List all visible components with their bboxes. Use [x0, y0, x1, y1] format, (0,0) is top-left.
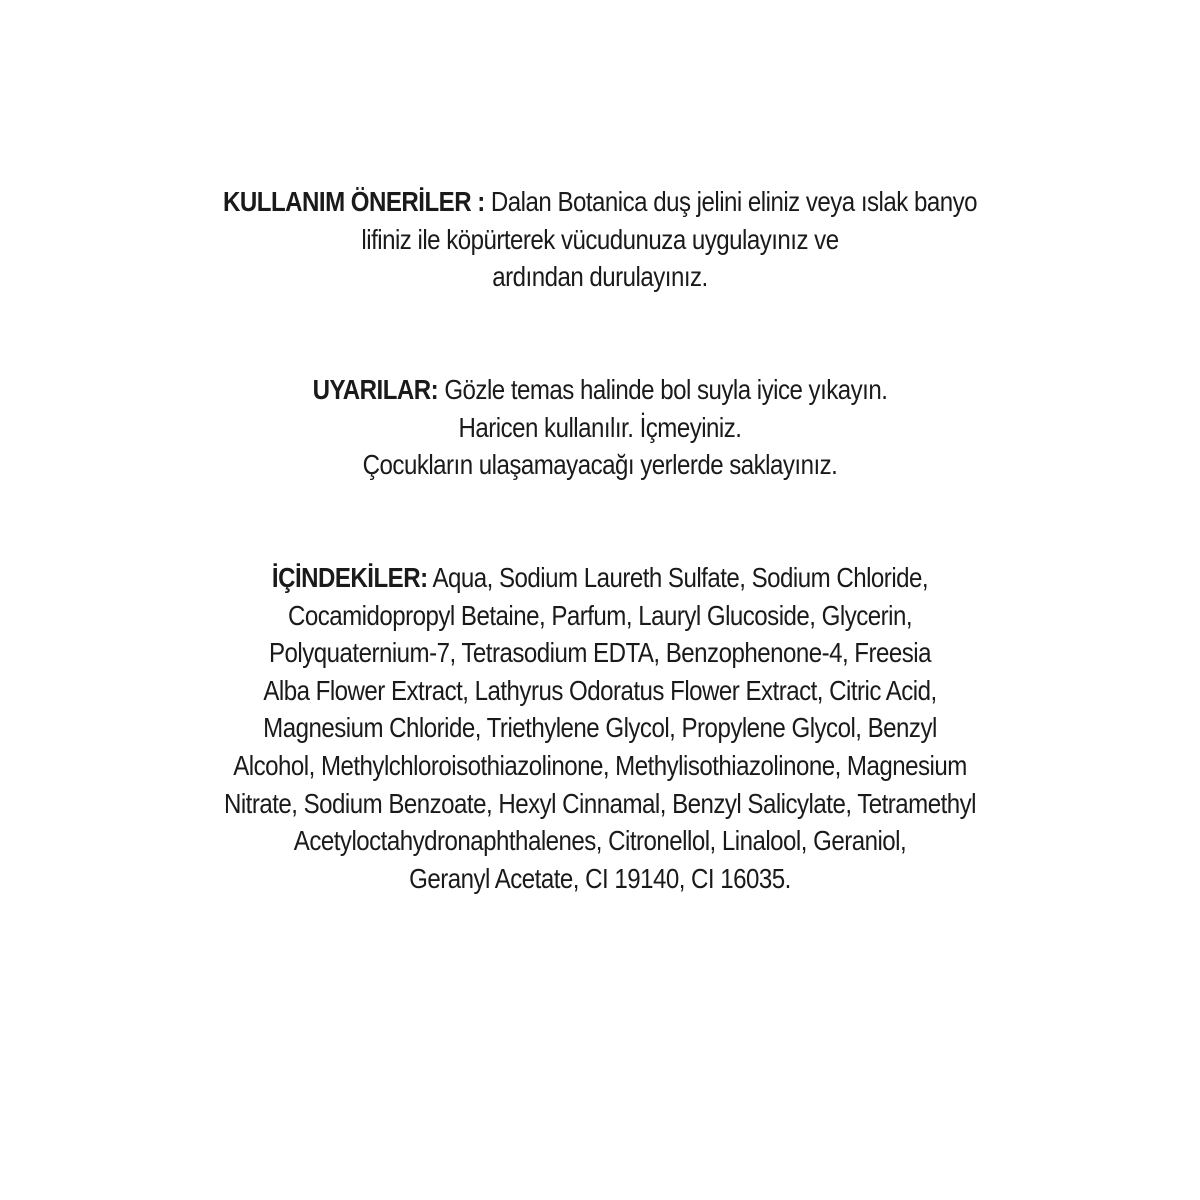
warnings-text: Gözle temas halinde bol suyla iyice yıkayın. [438, 374, 888, 405]
usage-line: ardından durulayınız. [492, 261, 708, 293]
ingredients-line: Geranyl Acetate, CI 19140, CI 16035. [409, 862, 791, 894]
ingredients-line: Acetyloctahydronaphthalenes, Citronellol, Linalool, Geraniol, [293, 825, 907, 857]
ingredients-line: Alcohol, Methylchloroisothiazolinone, Methylisothiazolinone, Magnesium [233, 749, 967, 781]
ingredients-section [0, 559, 1200, 897]
ingredients-line: Cocamidopropyl Betaine, Parfum, Lauryl Glucoside, Glycerin, [287, 599, 913, 631]
usage-label: KULLANIM ÖNERİLER : [223, 186, 485, 217]
warnings-line: Çocukların ulaşamayacağı yerlerde saklayınız. [362, 449, 838, 481]
warnings-line [84, 371, 1116, 409]
warnings-section [0, 371, 1200, 484]
usage-recommendations-section [0, 183, 1200, 296]
ingredients-line: Nitrate, Sodium Benzoate, Hexyl Cinnamal, Benzyl Salicylate, Tetramethyl [223, 787, 977, 819]
warnings-line: Haricen kullanılır. İçmeyiniz. [458, 411, 742, 443]
ingredients-line [84, 559, 1116, 597]
ingredients-line: Alba Flower Extract, Lathyrus Odoratus Flower Extract, Citric Acid, [263, 674, 937, 706]
ingredients-label: İÇİNDEKİLER: [271, 562, 428, 593]
warnings-label: UYARILAR: [312, 374, 439, 405]
usage-line [84, 183, 1116, 221]
ingredients-line: Polyquaternium-7, Tetrasodium EDTA, Benzophenone-4, Freesia [268, 637, 931, 669]
usage-text: Dalan Botanica duş jelini eliniz veya ıslak banyo [484, 186, 977, 217]
ingredients-text: Aqua, Sodium Laureth Sulfate, Sodium Chloride, [427, 562, 929, 593]
usage-line: lifiniz ile köpürterek vücudunuza uygulayınız ve [361, 223, 839, 255]
ingredients-line: Magnesium Chloride, Triethylene Glycol, Propylene Glycol, Benzyl [263, 712, 937, 744]
